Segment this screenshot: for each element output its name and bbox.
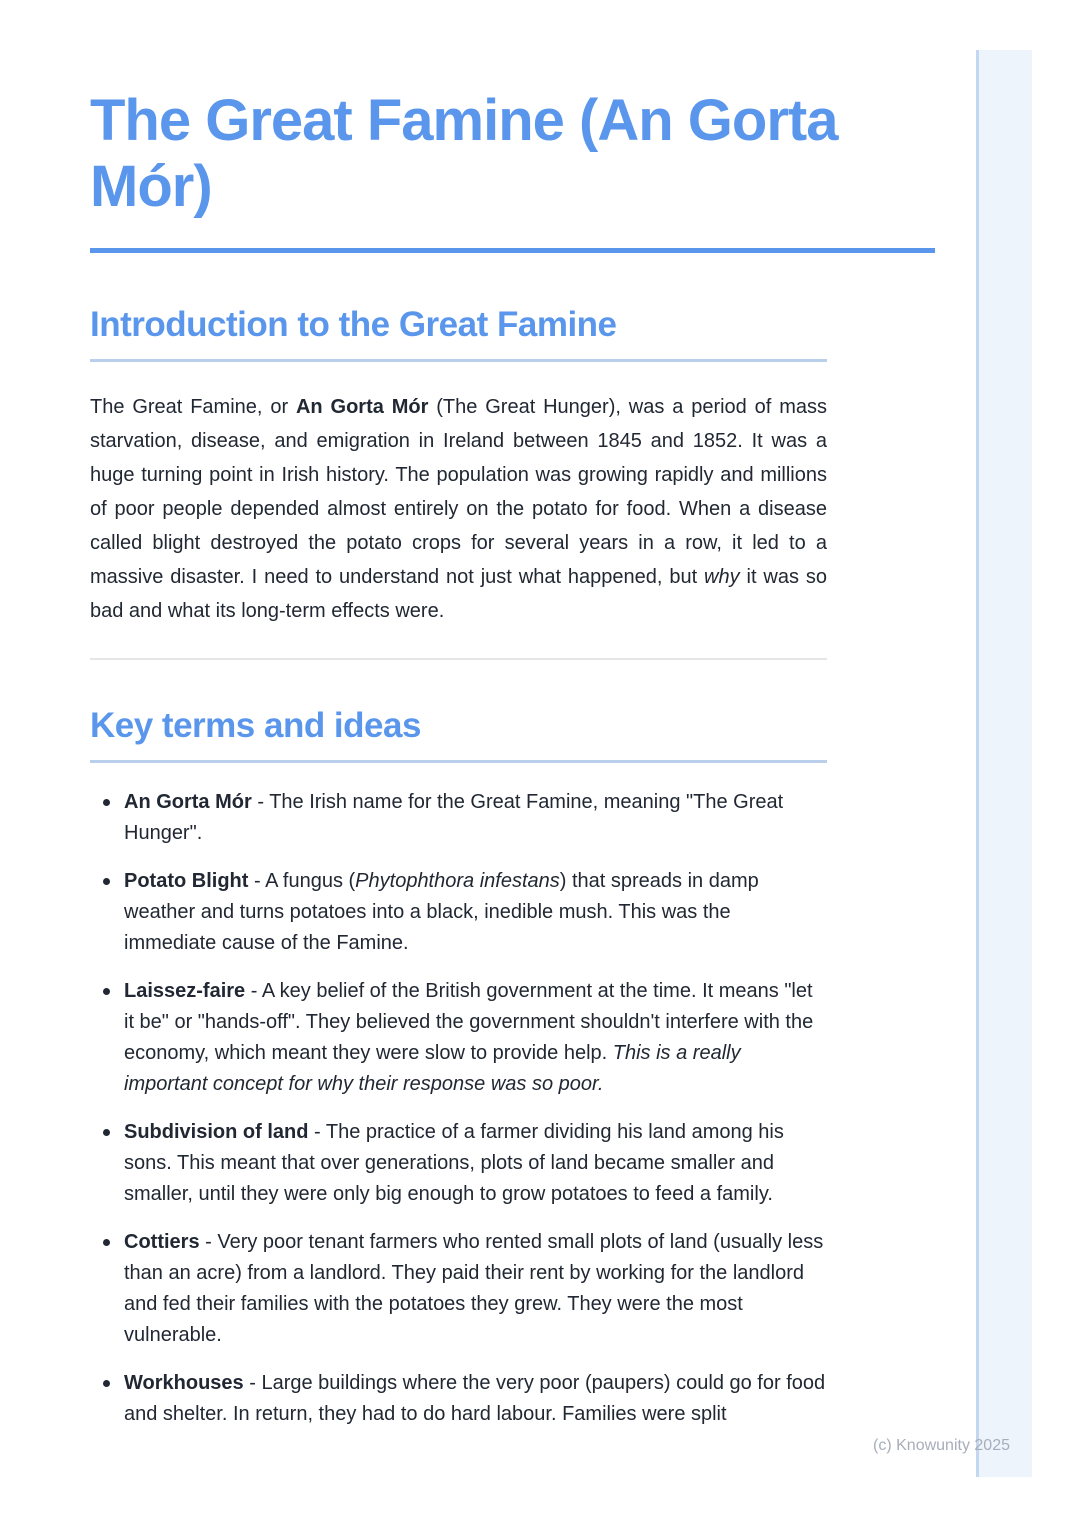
text-segment: - Very poor tenant farmers who rented small plots of land (usually less than an acre) from a landlord. They paid their rent by working for the landlord and fed their families with the potatoes they grew. They were the most vulnerable. <box>124 1231 824 1346</box>
text-segment: (The Great Hunger), was a period of mass starvation, disease, and emigration in Ireland between 1845 and 1852. It was a huge turning point in Irish history. The population was growing rapidly and millions of poor people depended almost entirely on the potato for food. When a disease called blight destroyed the potato crops for several years in a row, it led to a massive disaster. I need to understand not just what happened, but <box>90 396 827 588</box>
text-segment: This is a really important concept for why their response was so poor. <box>124 1042 741 1095</box>
text-segment: An Gorta Mór <box>295 396 429 418</box>
text-segment: Cottiers <box>124 1231 200 1253</box>
section-heading-key-terms: Key terms and ideas <box>90 706 421 745</box>
list-item <box>90 787 827 849</box>
text-segment: ) that spreads in damp weather and turns potatoes into a black, inedible mush. This was the immediate cause of the Famine. <box>124 870 759 954</box>
text-segment: Workhouses <box>124 1372 244 1394</box>
text-segment: - The Irish name for the Great Famine, meaning "The Great Hunger". <box>124 791 784 844</box>
introduction-paragraph <box>90 390 827 628</box>
title-rule <box>90 248 935 253</box>
text-segment: Subdivision of land <box>124 1121 309 1143</box>
text-segment: An Gorta Mór <box>124 791 252 813</box>
key-terms-heading-underline <box>90 760 827 763</box>
text-segment: - Large buildings where the very poor (paupers) could go for food and shelter. In return, they had to do hard labour. Families were split <box>124 1372 826 1425</box>
list-item <box>90 1117 827 1210</box>
section-key-terms <box>90 704 935 1430</box>
document-content <box>90 0 935 1447</box>
text-segment: - A fungus ( <box>248 870 356 892</box>
copyright-footer: (c) Knowunity 2025 <box>873 1437 1010 1454</box>
text-segment: Laissez-faire <box>124 980 246 1002</box>
text-segment: - The practice of a farmer dividing his land among his sons. This meant that over generations, plots of land became smaller and smaller, until they were only big enough to grow potatoes to feed a family. <box>124 1121 784 1205</box>
right-accent-bar <box>976 50 1032 1477</box>
introduction-heading-underline <box>90 359 827 362</box>
section-heading-introduction: Introduction to the Great Famine <box>90 305 617 344</box>
list-item <box>90 1368 827 1430</box>
key-terms-list <box>90 787 827 1430</box>
text-segment: why <box>704 566 740 588</box>
text-segment: The Great Famine, or <box>90 396 296 418</box>
text-segment: - A key belief of the British government at the time. It means "let it be" or "hands-off". They believed the government shouldn't interfere with the economy, which meant they were slow to provide help. <box>124 980 814 1064</box>
section-divider <box>90 658 827 660</box>
text-segment: it was so bad and what its long-term effects were. <box>90 566 828 622</box>
page-title: The Great Famine (An Gorta Mór) <box>90 88 838 219</box>
text-segment: Phytophthora infestans <box>355 870 560 892</box>
list-item <box>90 1227 827 1351</box>
list-item <box>90 976 827 1100</box>
section-introduction <box>90 303 935 628</box>
list-item <box>90 866 827 959</box>
text-segment: Potato Blight <box>124 870 249 892</box>
